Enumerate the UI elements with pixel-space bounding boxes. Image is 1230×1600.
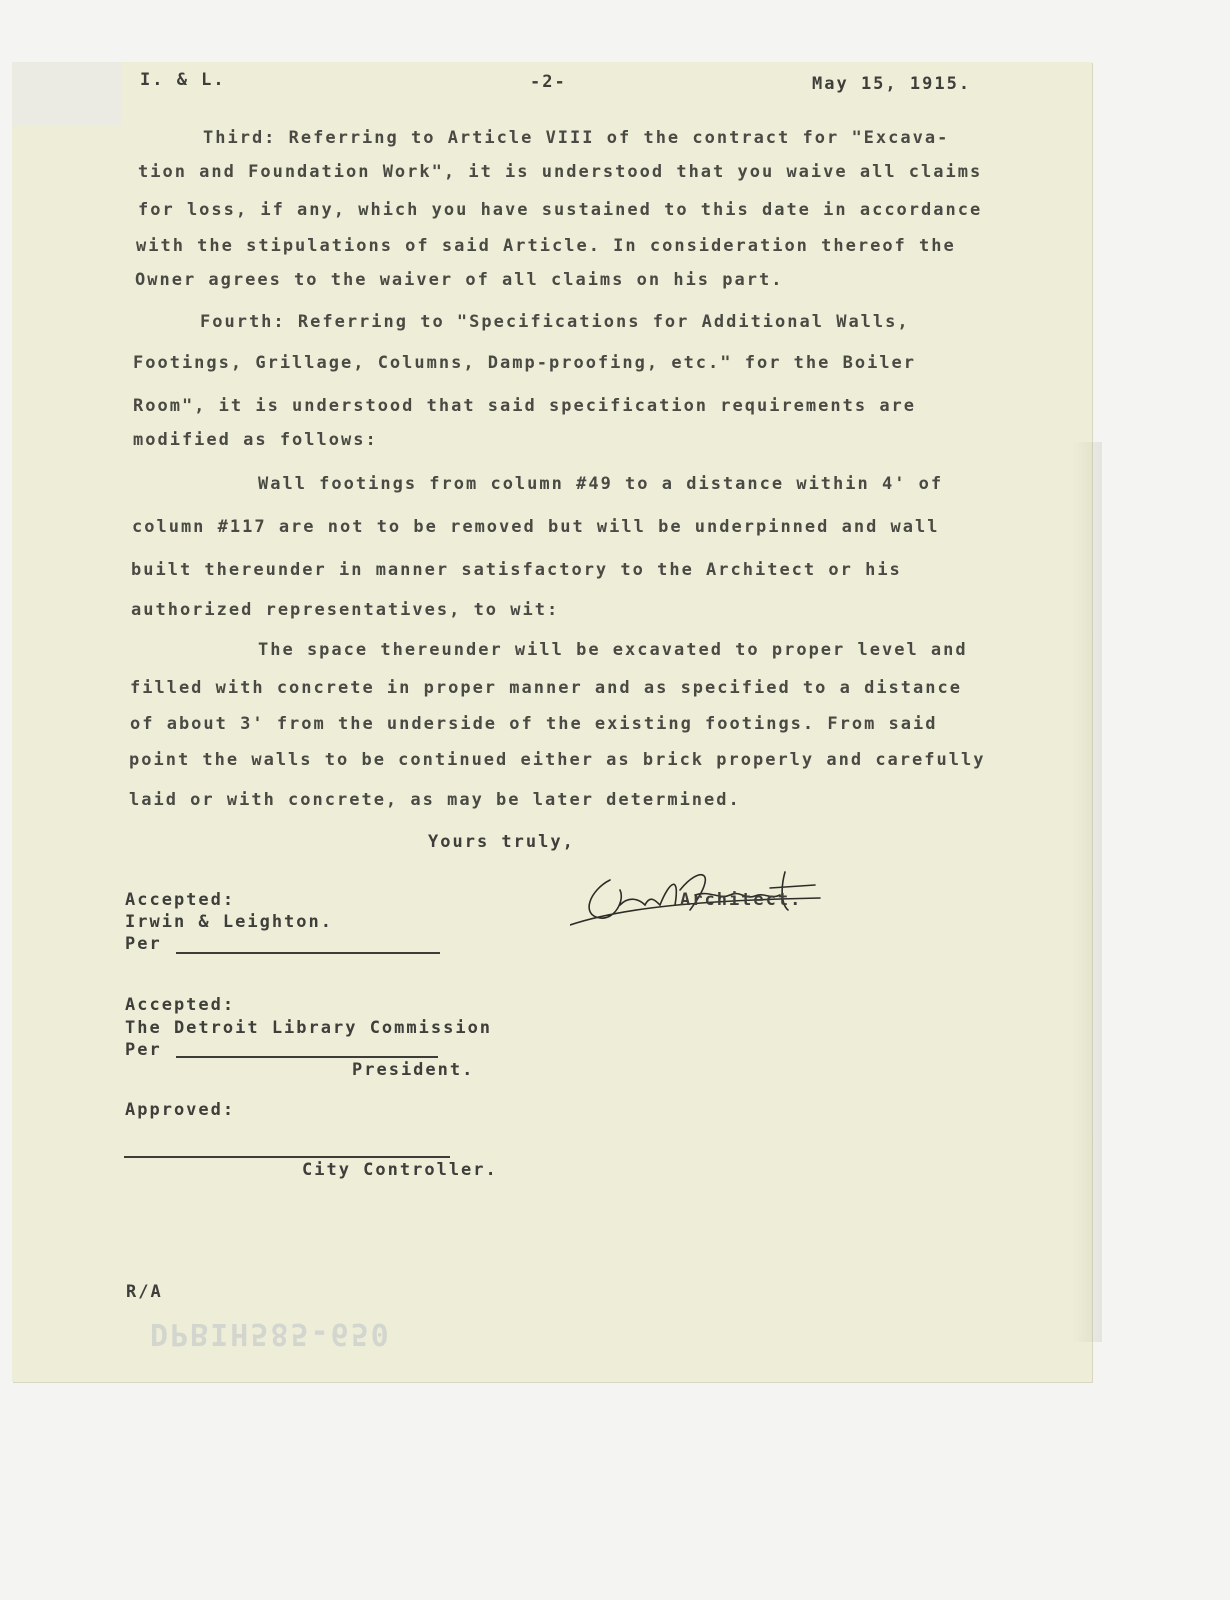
body-line: Wall footings from column #49 to a distance within 4' of <box>258 474 944 494</box>
letter-date: May 15, 1915. <box>812 74 972 94</box>
body-line: with the stipulations of said Article. In consideration thereof the <box>136 236 956 256</box>
body-line: for loss, if any, which you have sustained to this date in accordance <box>138 200 983 220</box>
body-line: tion and Foundation Work", it is understood that you waive all claims <box>138 162 983 182</box>
body-line: Fourth: Referring to "Specifications for Additional Walls, <box>200 312 910 332</box>
paper-fold <box>12 62 122 126</box>
signature-role: Architect. <box>680 890 803 910</box>
closing-salutation: Yours truly, <box>428 832 575 852</box>
body-line: The space thereunder will be excavated to proper level and <box>258 640 968 660</box>
body-line: built thereunder in manner satisfactory to the Architect or his <box>131 560 902 580</box>
per-label: Per <box>125 934 162 954</box>
commission-signature-line <box>176 1056 438 1058</box>
accepted-label: Accepted: <box>125 995 236 1015</box>
president-label: President. <box>352 1060 475 1080</box>
per-label: Per <box>125 1040 162 1060</box>
commission-name: The Detroit Library Commission <box>125 1018 493 1038</box>
page-number: -2- <box>530 72 567 92</box>
body-line: filled with concrete in proper manner and as specified to a distance <box>130 678 962 698</box>
body-line: Owner agrees to the waiver of all claims on his part. <box>135 270 784 290</box>
controller-signature-line <box>124 1156 450 1158</box>
header-initials: I. & L. <box>140 70 226 90</box>
accepted-label: Accepted: <box>125 890 236 910</box>
body-line: column #117 are not to be removed but will be underpinned and wall <box>132 517 940 537</box>
typist-initials: R/A <box>126 1282 163 1302</box>
body-line: laid or with concrete, as may be later determined. <box>129 790 741 810</box>
controller-label: City Controller. <box>302 1160 498 1180</box>
body-line: Third: Referring to Article VIII of the contract for "Excava- <box>203 128 950 148</box>
contractor-signature-line <box>176 952 440 954</box>
body-line: authorized representatives, to wit: <box>131 600 560 620</box>
body-line: modified as follows: <box>133 430 378 450</box>
body-line: Room", it is understood that said specification requirements are <box>133 396 917 416</box>
body-line: point the walls to be continued either as brick properly and carefully <box>129 750 986 770</box>
body-line: Footings, Grillage, Columns, Damp-proofing, etc." for the Boiler <box>133 353 917 373</box>
body-line: of about 3' from the underside of the existing footings. From said <box>130 714 938 734</box>
approved-label: Approved: <box>125 1100 236 1120</box>
paper-stain <box>1072 442 1102 1342</box>
contractor-name: Irwin & Leighton. <box>125 912 333 932</box>
archive-stamp: DPBIH585-650 <box>150 1316 391 1351</box>
